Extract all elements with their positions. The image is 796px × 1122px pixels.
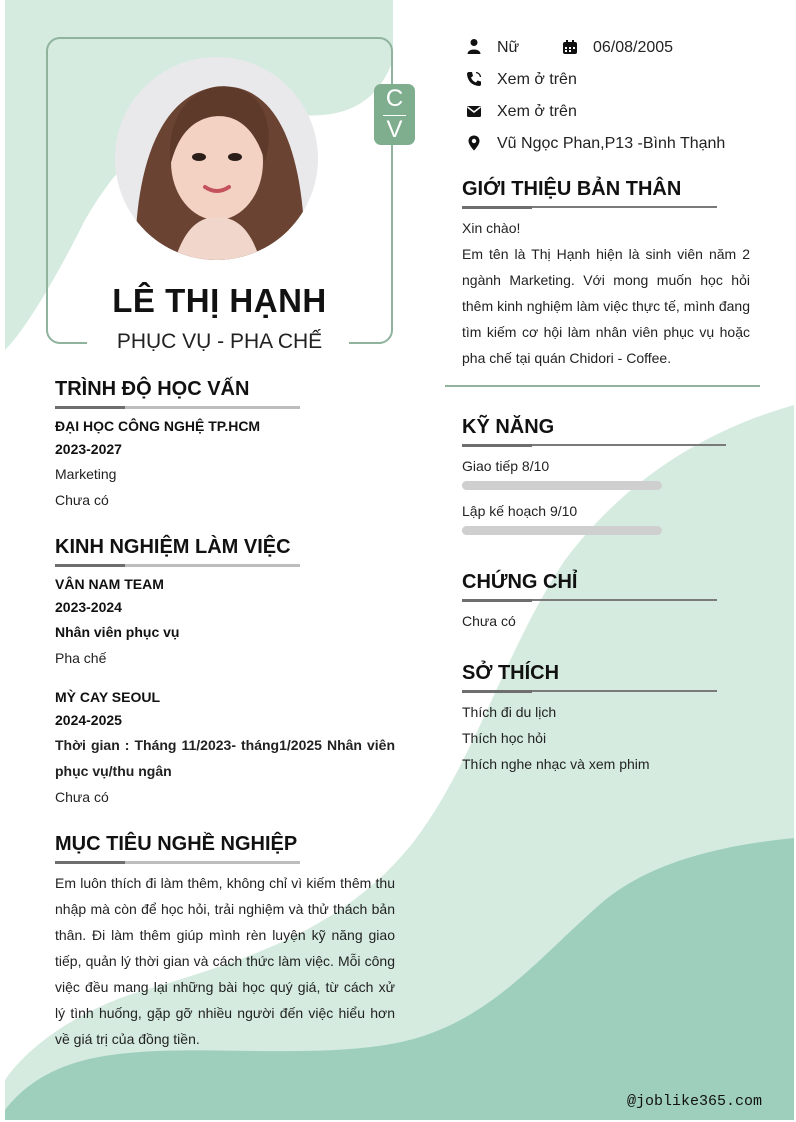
email-icon [466, 103, 482, 119]
experience-underline [55, 564, 300, 567]
skill-label: Lập kế hoạch 9/10 [462, 503, 578, 519]
job-company: VÂN NAM TEAM [55, 576, 164, 592]
calendar-icon [562, 39, 578, 55]
skill-bar-fill [462, 526, 642, 535]
objective-text: Em luôn thích đi làm thêm, không chỉ vì kiếm thêm thu nhập mà còn để học hỏi, trải nghiệm và thử thách bản thân. Đi làm thêm giúp mình rèn luyện kỹ năng giao tiếp, quản lý thời gian và cách thức làm việc. Mỗi công việc đều mang lại những bài học quý giá, từ cách xử lý tình huống, gặp gỡ nhiều người đến việc hiểu hơn về giá trị của đồng tiền. [55, 875, 395, 1047]
about-underline [462, 206, 717, 208]
skill-bar-fill [462, 481, 622, 490]
about-title: GIỚI THIỆU BẢN THÂN [462, 178, 682, 200]
email-value: Xem ở trên [497, 103, 577, 120]
hobbies-title: SỞ THÍCH [462, 662, 560, 684]
skills-title: KỸ NĂNG [462, 416, 555, 438]
job-desc: Chưa có [55, 789, 109, 805]
job-position: Nhân viên phục vụ [55, 624, 180, 640]
avatar [115, 57, 318, 260]
job-period: 2023-2024 [55, 599, 122, 615]
user-icon [466, 38, 482, 54]
gender-value: Nữ [497, 39, 520, 56]
skills-underline [462, 444, 726, 446]
avatar-photo [115, 57, 318, 260]
education-note: Chưa có [55, 492, 109, 508]
certificates-underline [462, 599, 717, 601]
experience-title: KINH NGHIỆM LÀM VIỆC [55, 536, 291, 558]
education-title: TRÌNH ĐỘ HỌC VẤN [55, 378, 250, 400]
skill-label: Giao tiếp 8/10 [462, 458, 550, 474]
candidate-name: LÊ THỊ HẠNH [112, 282, 327, 319]
certificates-title: CHỨNG CHỈ [462, 571, 578, 593]
about-text: Em tên là Thị Hạnh hiện là sinh viên năm 2 ngành Marketing. Với mong muốn học hỏi thêm kinh nghiệm làm việc thực tế, mình đang tìm kiếm cơ hội làm nhân viên phục vụ hoặc pha chế tại quán Chidori - Coffee. [462, 246, 750, 366]
phone-value: Xem ở trên [497, 71, 577, 88]
address-value: Vũ Ngọc Phan,P13 -Bình Thạnh [497, 135, 726, 152]
skill-bar [462, 526, 662, 535]
job-position: Thời gian : Tháng 11/2023- tháng1/2025 Nhân viên phục vụ/thu ngân [55, 737, 395, 779]
cv-badge-top: C [385, 85, 404, 112]
cv-badge-bottom: V [386, 116, 403, 143]
education-underline [55, 406, 300, 409]
job-period: 2024-2025 [55, 712, 122, 728]
phone-icon [466, 71, 482, 87]
watermark: @joblike365.com [626, 1093, 762, 1110]
hobby-item: Thích nghe nhạc và xem phim [462, 756, 650, 772]
hobby-item: Thích học hỏi [462, 730, 547, 746]
education-period: 2023-2027 [55, 441, 122, 457]
about-greeting: Xin chào! [462, 220, 521, 236]
cv-badge [374, 84, 415, 145]
hobby-item: Thích đi du lịch [462, 704, 557, 720]
education-school: ĐẠI HỌC CÔNG NGHỆ TP.HCM [55, 418, 261, 434]
education-major: Marketing [55, 466, 117, 482]
birthday-value: 06/08/2005 [593, 39, 674, 56]
certificates-text: Chưa có [462, 613, 516, 629]
cv-page [5, 0, 794, 1120]
location-pin-icon [466, 135, 482, 151]
job-company: MỲ CAY SEOUL [55, 689, 161, 705]
right-divider [445, 385, 760, 387]
objective-title: MỤC TIÊU NGHỀ NGHIỆP [55, 833, 298, 855]
hobbies-underline [462, 690, 717, 692]
candidate-role: PHỤC VỤ - PHA CHẾ [116, 330, 323, 353]
job-desc: Pha chế [55, 650, 107, 666]
skill-bar [462, 481, 662, 490]
objective-underline [55, 861, 300, 864]
